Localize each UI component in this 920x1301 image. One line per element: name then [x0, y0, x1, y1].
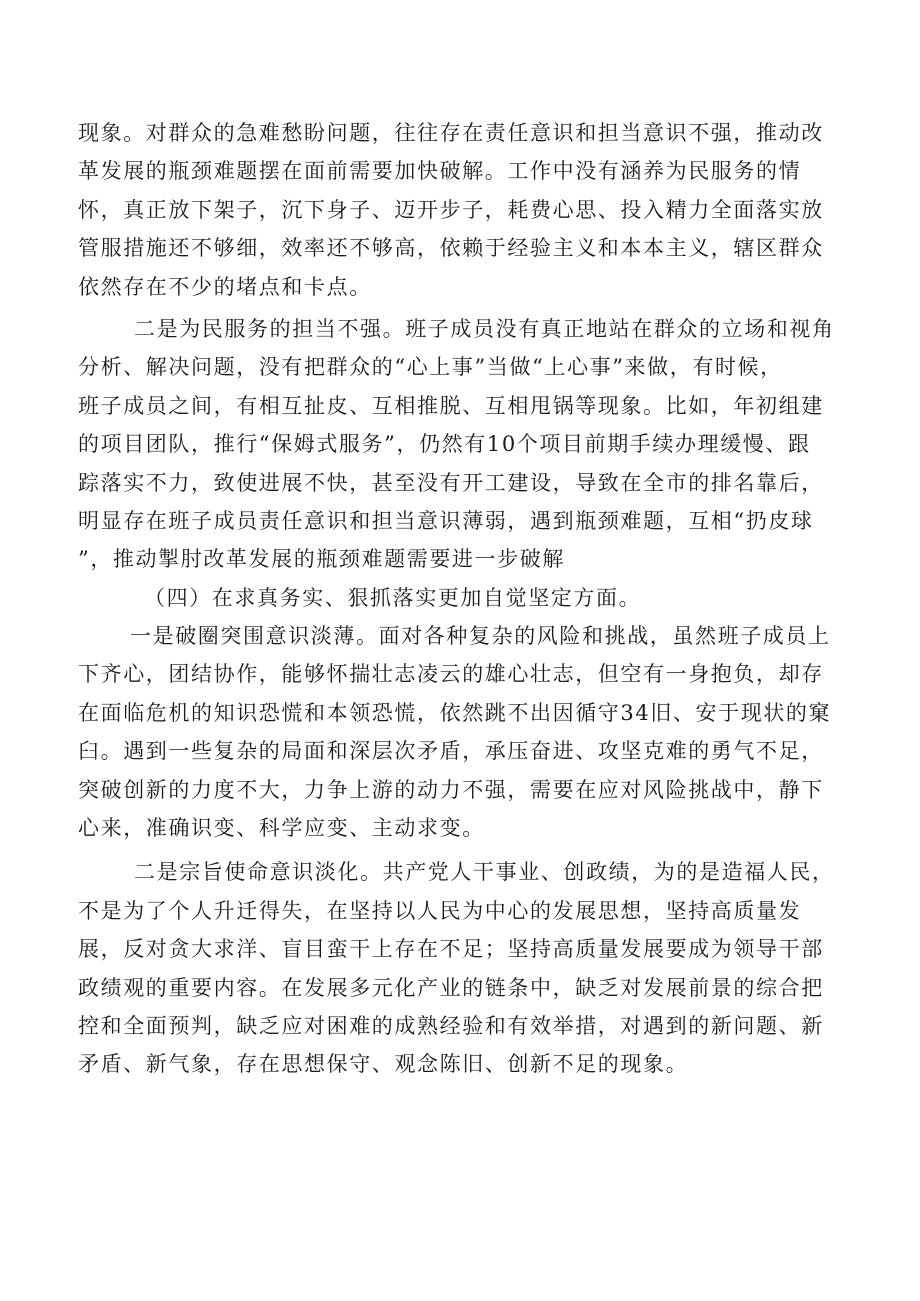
paragraph-line: 不是为了个人升迁得失，在坚持以人民为中心的发展思想，坚持高质量发	[78, 898, 802, 923]
paragraph-line: 管服措施还不够细，效率还不够高，依赖于经验主义和本本主义，辖区群众	[78, 236, 824, 261]
paragraph-line: 心来，准确识变、科学应变、主动求变。	[78, 816, 485, 841]
paragraph-line: 展，反对贪大求洋、盲目蛮干上存在不足；坚持高质量发展要成为领导干部	[78, 937, 824, 962]
paragraph-line: 控和全面预判，缺乏应对困难的成熟经验和有效举措，对遇到的新问题、新	[78, 1013, 824, 1038]
paragraph-line: 怀，真正放下架子，沉下身子、迈开步子，耗费心思、投入精力全面落实放	[78, 197, 824, 222]
paragraph-line: 踪落实不力，致使进展不快，甚至没有开工建设，导致在全市的排名靠后，	[78, 470, 824, 495]
paragraph-line: 二是宗旨使命意识淡化。共产党人干事业、创政绩，为的是造福人民，	[134, 860, 835, 885]
paragraph-line: 二是为民服务的担当不强。班子成员没有真正地站在群众的立场和视角	[134, 316, 835, 341]
paragraph-line: 臼。遇到一些复杂的局面和深层次矛盾，承压奋进、攻坚克难的勇气不足，	[78, 739, 824, 764]
paragraph-line: 现象。对群众的急难愁盼问题，往往存在责任意识和担当意识不强，推动改	[78, 121, 824, 145]
paragraph-line: 革发展的瓶颈难题摆在面前需要加快破解。工作中没有涵养为民服务的情	[78, 159, 802, 184]
paragraph-line: 下齐心，团结协作，能够怀揣壮志凌云的雄心壮志，但空有一身抱负，却存	[78, 662, 824, 687]
paragraph-line: 分析、解决问题，没有把群众的“心上事”当做“上心事”来做，有时候，	[78, 355, 783, 380]
section-heading: （四）在求真务实、狠抓落实更加自觉坚定方面。	[144, 585, 642, 610]
paragraph-line: ”，推动掣肘改革发展的瓶颈难题需要进一步破解	[78, 547, 565, 572]
paragraph-line: 明显存在班子成员责任意识和担当意识薄弱，遇到瓶颈难题，互相“扔皮球	[78, 508, 814, 533]
paragraph-line: 突破创新的力度不大，力争上游的动力不强，需要在应对风险挑战中，静下	[78, 777, 824, 802]
paragraph-line: 一是破圈突围意识淡薄。面对各种复杂的风险和挑战，虽然班子成员上	[130, 624, 831, 649]
paragraph-line: 政绩观的重要内容。在发展多元化产业的链条中，缺乏对发展前景的综合把	[78, 975, 824, 1000]
paragraph-line: 的项目团队，推行“保姆式服务”，仍然有10个项目前期手续办理缓慢、跟	[78, 432, 811, 457]
document-body	[78, 114, 860, 1084]
paragraph-line: 在面临危机的知识恐慌和本领恐慌，依然跳不出因循守34旧、安于现状的窠	[78, 700, 832, 725]
paragraph-line: 依然存在不少的堵点和卡点。	[78, 274, 372, 299]
paragraph-line: 班子成员之间，有相互扯皮、互相推脱、互相甩锅等现象。比如，年初组建	[78, 393, 824, 418]
paragraph-line: 矛盾、新气象，存在思想保守、观念陈旧、创新不足的现象。	[78, 1052, 689, 1077]
